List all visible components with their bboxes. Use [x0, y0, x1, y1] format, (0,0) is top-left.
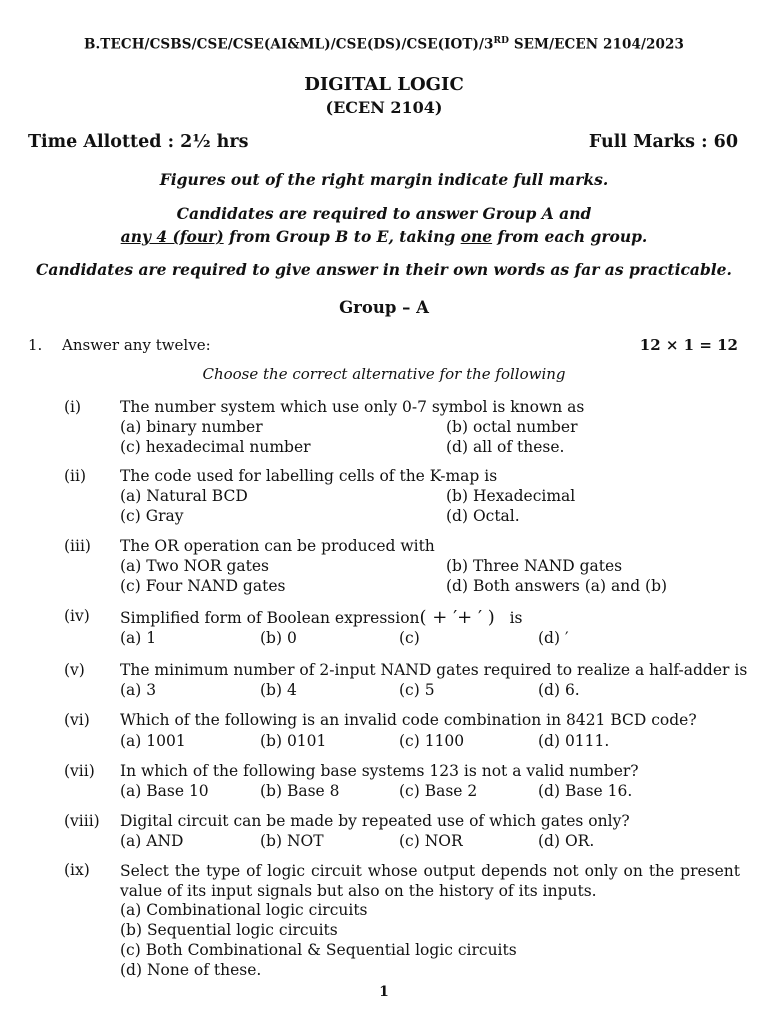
- option: (c) Base 2: [399, 782, 478, 800]
- option: (a) Natural BCD: [120, 487, 248, 505]
- option: (c) NOR: [399, 832, 463, 850]
- option: (a) Two NOR gates: [120, 557, 269, 575]
- option: (b) Base 8: [260, 782, 340, 800]
- item-number: (viii): [64, 812, 100, 830]
- option: (d) None of these.: [120, 961, 262, 979]
- option: (d) 0111.: [538, 732, 610, 750]
- option: (b) NOT: [260, 832, 324, 850]
- item-text: The OR operation can be produced with: [120, 537, 435, 555]
- option: (d) all of these.: [446, 438, 565, 456]
- option: (c): [399, 629, 420, 647]
- option: (a) AND: [120, 832, 184, 850]
- item-text: Digital circuit can be made by repeated use of which gates only?: [120, 812, 630, 830]
- instruction-line-3: any 4 (four) from Group B to E, taking one from each group.: [120, 227, 648, 246]
- full-marks: Full Marks : 60: [588, 132, 738, 152]
- instruction-line-2: Candidates are required to answer Group A and: [176, 204, 592, 223]
- item-number: (ix): [64, 861, 90, 879]
- item-number: (iv): [64, 607, 90, 625]
- item-text: In which of the following base systems 123 is not a valid number?: [120, 762, 639, 780]
- option: (a) 1001: [120, 732, 186, 750]
- option: (b) Hexadecimal: [446, 487, 576, 505]
- question-subtitle: Choose the correct alternative for the following: [202, 365, 566, 383]
- item-text: The number system which use only 0-7 symbol is known as: [120, 398, 585, 416]
- item-text: The code used for labelling cells of the K-map is: [120, 467, 498, 485]
- item-text: Select the type of logic circuit whose output depends not only on the present value of its input signals but also on the history of its inputs.: [120, 862, 740, 900]
- option: (d) ′: [538, 629, 569, 647]
- option: (d) Base 16.: [538, 782, 633, 800]
- option: (b) Three NAND gates: [446, 557, 623, 575]
- question-marks: 12 × 1 = 12: [639, 336, 738, 354]
- item-number: (iii): [64, 537, 91, 555]
- item-text: Which of the following is an invalid code combination in 8421 BCD code?: [120, 711, 697, 729]
- item-text: The minimum number of 2-input NAND gates required to realize a half-adder is: [120, 661, 748, 679]
- time-allotted: Time Allotted : 2½ hrs: [28, 132, 249, 152]
- option: (a) Combinational logic circuits: [120, 901, 368, 919]
- option: (d) 6.: [538, 681, 580, 699]
- item-number: (i): [64, 398, 82, 416]
- option: (c) 1100: [399, 732, 465, 750]
- item-number: (vii): [64, 762, 95, 780]
- option: (b) 4: [260, 681, 297, 699]
- option: (a) binary number: [120, 418, 263, 436]
- question-number: 1.: [28, 336, 43, 354]
- item-number: (vi): [64, 711, 90, 729]
- option: (d) Octal.: [446, 507, 520, 525]
- instruction-line-4: Candidates are required to give answer in their own words as far as practicable.: [36, 260, 732, 279]
- option: (c) Both Combinational & Sequential logic circuits: [120, 941, 517, 959]
- option: (b) Sequential logic circuits: [120, 921, 338, 939]
- group-title: Group – A: [339, 298, 429, 317]
- option: (a) 3: [120, 681, 157, 699]
- option: (a) 1: [120, 629, 157, 647]
- option: (c) Gray: [120, 507, 184, 525]
- instruction-line-1: Figures out of the right margin indicate full marks.: [159, 170, 609, 189]
- boolean-expression: ( + ′+ ′ ): [419, 607, 495, 628]
- item-number: (v): [64, 661, 85, 679]
- option: (c) Four NAND gates: [120, 577, 286, 595]
- item-text: Simplified form of Boolean expression( + ′+ ′ ) is: [120, 607, 523, 628]
- course-code: B.TECH/CSBS/CSE/CSE(AI&ML)/CSE(DS)/CSE(IOT)/3RD SEM/ECEN 2104/2023: [84, 36, 684, 53]
- paper-code: (ECEN 2104): [325, 98, 443, 117]
- question-text: Answer any twelve:: [62, 336, 211, 354]
- option: (a) Base 10: [120, 782, 209, 800]
- option: (b) 0101: [260, 732, 327, 750]
- item-number: (ii): [64, 467, 87, 485]
- option: (c) hexadecimal number: [120, 438, 311, 456]
- option: (d) Both answers (a) and (b): [446, 577, 668, 595]
- page-number: 1: [379, 984, 389, 1000]
- option: (b) octal number: [446, 418, 578, 436]
- option: (b) 0: [260, 629, 297, 647]
- paper-title: DIGITAL LOGIC: [304, 74, 464, 95]
- option: (c) 5: [399, 681, 435, 699]
- option: (d) OR.: [538, 832, 595, 850]
